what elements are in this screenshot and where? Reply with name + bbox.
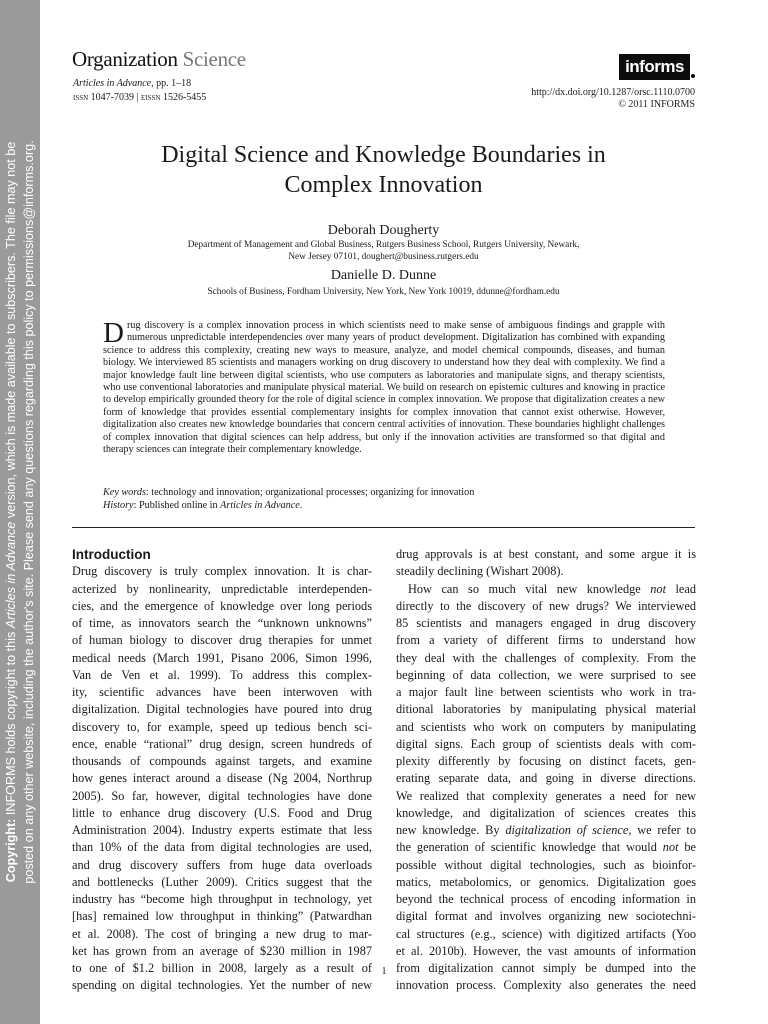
body-text-line: of human biology to discover drug therapies for unmet (72, 633, 372, 648)
body-text-line: [has] remained low throughput in thinking” (Patwardhan (72, 909, 372, 924)
body-column-left (72, 546, 372, 995)
body-text-line: thousands of compounds against targets, and examine (72, 754, 372, 768)
body-text-line: matics, metabolomics, or genomics. Digitalization goes (396, 874, 696, 889)
informs-logo: informs (619, 54, 690, 80)
body-text-line: of time, as innovators search the “unknown unknowns” (72, 616, 372, 630)
body-text-line: We realized that complexity generates a need for new (396, 788, 696, 803)
journal-name-part1: Organization (72, 47, 178, 71)
body-text-line: the generation of scientific knowledge that would not be (396, 840, 697, 855)
body-text-line: a major fault line between scientists who work in tra- (396, 685, 696, 699)
section-divider (72, 527, 695, 528)
abstract (103, 317, 665, 456)
body-text-line: et al. 2008). The cost of bringing a new drug to mar- (72, 926, 372, 941)
body-text-line: little to enhance drug discovery (U.S. Food and Drug (72, 805, 372, 820)
copyright-line-2: posted on any other website, including the author's site. Please send any questions regarding this policy to permissions@informs.org. (22, 140, 36, 884)
body-text-line: digital format and involves organizing new sociotechni- (396, 909, 696, 924)
journal-name (72, 47, 246, 72)
body-text-line: ence, enable “rational” drug design, screen hundreds of (72, 736, 372, 751)
body-text-line: digitalization. Digital technologies have poured into drug (72, 702, 372, 717)
body-text-line: 2005). So far, however, digital technologies have done (72, 788, 372, 803)
body-text-line: industry has “become high throughput in technology, yet (72, 892, 372, 906)
body-text-line: innovation process. Complexity also generates the need (396, 978, 696, 993)
doi-block (531, 87, 695, 111)
issn-line: issn 1047-7039 | eissn 1526-5455 (73, 92, 207, 103)
body-text-line: knowledge, and digitalization of sciences creates this (396, 805, 696, 820)
body-text-line: ity, scientific advances have been interwoven with (72, 685, 372, 699)
page-number: 1 (381, 966, 387, 977)
author-name: Danielle D. Dunne (330, 268, 437, 283)
body-text-line: spending on digital technologies. Yet the number of new (72, 978, 372, 993)
body-text-line: erating separate data, and going in diverse directions. (396, 771, 696, 786)
article-title (72, 140, 695, 200)
body-text-line: they deal with the challenges of complexity. From the (396, 650, 696, 665)
body-text-line: and drug discovery suffers from huge data overloads (72, 857, 372, 872)
author-name: Deborah Dougherty (327, 223, 440, 238)
body-text-line: 85 scientists and managers engaged in drug discovery (396, 616, 696, 630)
title-line-2: Complex Innovation (284, 172, 483, 198)
body-text-line: directly to the discovery of new drugs? We interviewed (396, 598, 696, 613)
section-heading: Introduction (72, 547, 151, 562)
body-text-line: digital signs. Each group of scientists deals with com- (396, 736, 696, 751)
body-text-line: et al. 2010b). However, the vast amounts of information (396, 943, 696, 958)
copyright-line: © 2011 INFORMS (618, 99, 695, 110)
body-text-line: beyond the technical process of encoding information in (396, 892, 696, 906)
journal-name-part2: Science (182, 47, 246, 71)
body-text-line: Van de Ven et al. 1999). To address this complex- (72, 667, 372, 682)
body-text-line: cies, and the emergence of knowledge over long periods (72, 598, 372, 613)
body-text-line: medical needs (March 1991, Pisano 2006, Simon 1996, (72, 650, 372, 665)
body-text-line: from digitalization cannot simply be dumped into the (396, 961, 696, 975)
body-text-line: discovery to, for example, speed up tedious bench sci- (72, 719, 372, 734)
body-text-line: Administration 2004). Industry experts estimate that less (72, 823, 372, 837)
body-text-line: than 10% of the data from digital technologies are used, (72, 840, 372, 855)
keywords-line: Key words: technology and innovation; organizational processes; organizing for innovation (103, 487, 475, 498)
body-text-line: ket has grown from an average of $230 million in 1987 (72, 943, 372, 958)
body-text-line: how genes interact around a disease (Ng 2004, Northrup (72, 771, 372, 786)
affiliation-email[interactable]: New Jersey 07101, doughert@business.rutgers.edu (288, 252, 479, 262)
body-text-line: ditional laboratories by manipulating physical material (396, 702, 696, 717)
body-text-line: steadily declining (Wishart 2008). (396, 564, 564, 579)
author-affiliation: Department of Management and Global Business, Rutgers Business School, Rutgers University, Newark, New Jersey 07101, doughert@business.rutgers.edu (72, 239, 695, 263)
body-text-line: from a variety of different firms to understand how (396, 633, 696, 648)
body-text-line: beginning of data collection, we were surprised to see (396, 667, 696, 682)
copyright-sidebar (0, 0, 40, 1024)
abstract-text: rug discovery is a complex innovation process in which scientists need to make sense of ambiguous findings and grapple with numerous unpredictable interdependencies over many years of product development. Digitalization has combined with expanding science to address this complexity, creating new ways to measure, analyze, and model chemical compounds, diseases, and human biology. We interviewed 85 scientists and managers working on drug discovery to understand how they deal with complexity. We find a major knowledge fault line between digital scientists, who use computers as laboratories and manipulate signs, and therapy scientists, who use conventional laboratories and manipulate physical material. We build on research on epistemic cultures and knowing in practice to develop empirically grounded theory for the role of digital science in complex innovation. We propose that digitalization creates a new form of knowledge that provides essential complementary insights for complex innovation that cannot exist otherwise. However, digitalization also creates new knowledge boundaries that concern central activities of innovation. These boundaries highlight challenges of complex innovation that digital sciences can help address, but only if the innovation activities are transformed so that digital and therapy sciences can integrate their complementary knowledge. (103, 320, 665, 456)
history-line: History: Published online in Articles in Advance. (103, 499, 303, 511)
doi-link[interactable]: http://dx.doi.org/10.1287/orsc.1110.0700 (531, 87, 695, 98)
body-text-line: new knowledge. By digitalization of science, we refer to (396, 823, 696, 837)
body-text-line: to one of $1.2 billion in 2008, largely as a result of (72, 961, 372, 975)
body-text-line: cal structures (e.g., science) with digitized artifacts (Yoo (396, 926, 696, 941)
body-text-line: and scientists who work on computers by manipulating (396, 719, 696, 734)
informs-logo-dot (691, 74, 695, 78)
copyright-line-1: Copyright: INFORMS holds copyright to this Articles in Advance version, which is made available to subscribers. The file may not be (4, 141, 18, 883)
author-affiliation: Schools of Business, Fordham University, New York, New York 10019, ddunne@fordham.edu (207, 287, 560, 297)
body-text-line: plexity differently by focusing on distinct facets, gen- (396, 754, 696, 768)
keywords-block (103, 487, 665, 512)
copyright-notice (2, 12, 38, 1012)
body-column-right (396, 546, 696, 995)
articles-in-advance-line: Articles in Advance, pp. 1–18 (73, 78, 192, 89)
body-text-line: and bottlenecks (Luther 2009). Critics suggest that the (72, 874, 372, 889)
body-text-line: acterized by nonlinearity, unpredictable interdependen- (72, 581, 372, 596)
title-line-1: Digital Science and Knowledge Boundaries in (161, 142, 606, 168)
body-text-line: drug approvals is at best constant, and some argue it is (396, 547, 696, 561)
body-text-line: How can so much vital new knowledge not lead (408, 581, 696, 596)
abstract-dropcap: D (103, 317, 124, 349)
body-text-line: Drug discovery is truly complex innovation. It is char- (72, 564, 372, 579)
body-text-line: possible without digital technologies, such as bioinfor- (396, 857, 696, 872)
journal-meta (73, 77, 206, 105)
